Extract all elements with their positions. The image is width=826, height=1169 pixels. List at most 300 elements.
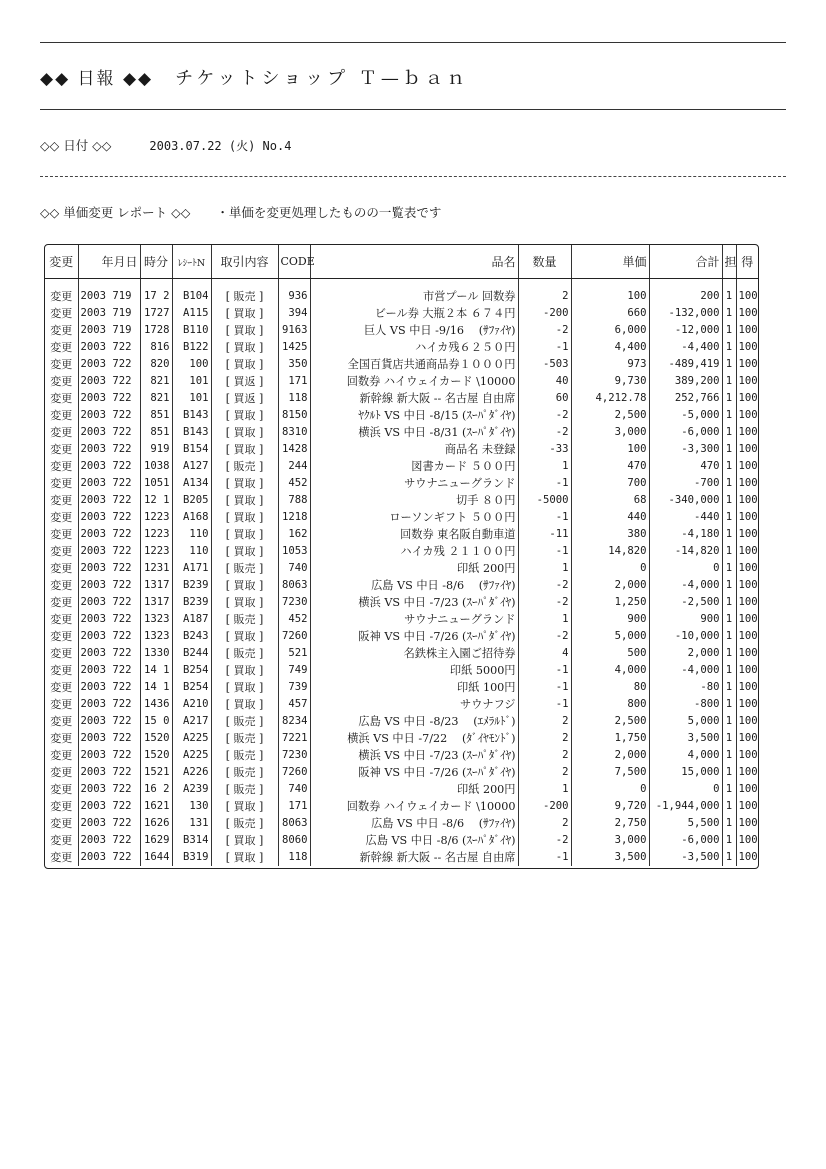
customer-cell: 100: [736, 424, 758, 441]
unit-price-cell: 3,000: [571, 424, 649, 441]
code-cell: 7260: [278, 628, 310, 645]
date-cell: 2003 722: [78, 475, 140, 492]
unit-price-cell: 1,250: [571, 594, 649, 611]
transaction-cell: [ 買取 ]: [211, 407, 278, 424]
change-flag: 変更: [50, 511, 73, 524]
item-name-cell: 切手 ８０円: [310, 492, 518, 509]
item-name-cell: ハイカ残６２５０円: [310, 339, 518, 356]
code-cell: 740: [278, 781, 310, 798]
section-line: [40, 203, 441, 221]
receipt-cell: B239: [172, 577, 211, 594]
staff-cell: 1: [722, 560, 736, 577]
transaction-cell: [ 買取 ]: [211, 305, 278, 322]
change-flag: 変更: [50, 596, 73, 609]
col-header: 合計: [649, 245, 722, 279]
transaction-cell: [ 販売 ]: [211, 279, 278, 306]
unit-price-cell: 2,000: [571, 577, 649, 594]
change-flag: 変更: [50, 460, 73, 473]
transaction-cell: [ 買返 ]: [211, 390, 278, 407]
staff-cell: 1: [722, 713, 736, 730]
total-cell: -12,000: [649, 322, 722, 339]
transaction-cell: [ 販売 ]: [211, 730, 278, 747]
quantity-cell: -33: [518, 441, 571, 458]
receipt-cell: B254: [172, 679, 211, 696]
code-cell: 452: [278, 475, 310, 492]
unit-price-cell: 660: [571, 305, 649, 322]
staff-cell: 1: [722, 279, 736, 306]
staff-cell: 1: [722, 441, 736, 458]
total-cell: 2,000: [649, 645, 722, 662]
change-flag: 変更: [50, 341, 73, 354]
table-row: [45, 279, 758, 306]
customer-cell: 100: [736, 611, 758, 628]
total-cell: -489,419: [649, 356, 722, 373]
customer-cell: 100: [736, 305, 758, 322]
unit-price-cell: 380: [571, 526, 649, 543]
receipt-cell: B143: [172, 424, 211, 441]
col-header: 単価: [571, 245, 649, 279]
staff-cell: 1: [722, 679, 736, 696]
item-name-cell: 回数券 ハイウェイカード \10000: [310, 798, 518, 815]
transaction-cell: [ 買取 ]: [211, 475, 278, 492]
time-cell: 919: [140, 441, 172, 458]
code-cell: 162: [278, 526, 310, 543]
receipt-cell: A210: [172, 696, 211, 713]
staff-cell: 1: [722, 849, 736, 866]
customer-cell: 100: [736, 492, 758, 509]
item-name-cell: 図書カード ５００円: [310, 458, 518, 475]
table-row: [45, 543, 758, 560]
col-header: 時分: [140, 245, 172, 279]
transaction-cell: [ 販売 ]: [211, 815, 278, 832]
time-cell: 1317: [140, 594, 172, 611]
time-cell: 1317: [140, 577, 172, 594]
receipt-cell: A168: [172, 509, 211, 526]
quantity-cell: -2: [518, 424, 571, 441]
total-cell: -4,000: [649, 577, 722, 594]
unit-price-cell: 2,500: [571, 407, 649, 424]
code-cell: 7221: [278, 730, 310, 747]
staff-cell: 1: [722, 577, 736, 594]
customer-cell: 100: [736, 441, 758, 458]
receipt-cell: B122: [172, 339, 211, 356]
unit-price-cell: 470: [571, 458, 649, 475]
code-cell: 1218: [278, 509, 310, 526]
quantity-cell: 60: [518, 390, 571, 407]
total-cell: -10,000: [649, 628, 722, 645]
date-cell: 2003 722: [78, 492, 140, 509]
unit-price-cell: 700: [571, 475, 649, 492]
total-cell: -4,000: [649, 662, 722, 679]
transaction-cell: [ 買取 ]: [211, 696, 278, 713]
code-cell: 749: [278, 662, 310, 679]
unit-price-cell: 440: [571, 509, 649, 526]
date-value: 2003.07.22 (火) No.4: [149, 139, 292, 153]
date-cell: 2003 722: [78, 764, 140, 781]
item-name-cell: 印紙 5000円: [310, 662, 518, 679]
transaction-cell: [ 買取 ]: [211, 849, 278, 866]
time-cell: 1330: [140, 645, 172, 662]
code-cell: 9163: [278, 322, 310, 339]
quantity-cell: -1: [518, 679, 571, 696]
item-name-cell: 広島 VS 中日 -8/6 (ｻﾌｧｲﾔ): [310, 815, 518, 832]
date-cell: 2003 722: [78, 662, 140, 679]
staff-cell: 1: [722, 611, 736, 628]
quantity-cell: -2: [518, 577, 571, 594]
staff-cell: 1: [722, 475, 736, 492]
unit-price-cell: 5,000: [571, 628, 649, 645]
item-name-cell: 広島 VS 中日 -8/6 (ｻﾌｧｲﾔ): [310, 577, 518, 594]
transaction-cell: [ 買取 ]: [211, 543, 278, 560]
customer-cell: 100: [736, 322, 758, 339]
quantity-cell: -1: [518, 662, 571, 679]
staff-cell: 1: [722, 815, 736, 832]
staff-cell: 1: [722, 747, 736, 764]
time-cell: 15 0: [140, 713, 172, 730]
table-row: [45, 322, 758, 339]
time-cell: 1231: [140, 560, 172, 577]
item-name-cell: ビール券 大瓶２本 ６７４円: [310, 305, 518, 322]
item-name-cell: 新幹線 新大阪 -- 名古屋 自由席: [310, 849, 518, 866]
item-name-cell: ハイカ残 ２１１００円: [310, 543, 518, 560]
table-row: [45, 628, 758, 645]
date-cell: 2003 722: [78, 645, 140, 662]
quantity-cell: -200: [518, 798, 571, 815]
receipt-cell: A225: [172, 730, 211, 747]
date-cell: 2003 722: [78, 356, 140, 373]
staff-cell: 1: [722, 305, 736, 322]
transaction-cell: [ 買取 ]: [211, 628, 278, 645]
receipt-cell: A226: [172, 764, 211, 781]
quantity-cell: 2: [518, 279, 571, 306]
quantity-cell: -200: [518, 305, 571, 322]
unit-price-cell: 80: [571, 679, 649, 696]
table-row: [45, 424, 758, 441]
transaction-cell: [ 買取 ]: [211, 832, 278, 849]
item-name-cell: 横浜 VS 中日 -8/31 (ｽｰﾊﾟﾀﾞｲﾔ): [310, 424, 518, 441]
time-cell: 1038: [140, 458, 172, 475]
quantity-cell: 4: [518, 645, 571, 662]
total-cell: 5,500: [649, 815, 722, 832]
total-cell: 5,000: [649, 713, 722, 730]
time-cell: 821: [140, 373, 172, 390]
transaction-cell: [ 買取 ]: [211, 441, 278, 458]
total-cell: -1,944,000: [649, 798, 722, 815]
total-cell: -440: [649, 509, 722, 526]
change-flag: 変更: [50, 817, 73, 830]
unit-price-cell: 100: [571, 441, 649, 458]
change-flag: 変更: [50, 409, 73, 422]
receipt-cell: A187: [172, 611, 211, 628]
quantity-cell: -1: [518, 849, 571, 866]
item-name-cell: 巨人 VS 中日 -9/16 (ｻﾌｧｲﾔ): [310, 322, 518, 339]
customer-cell: 100: [736, 628, 758, 645]
change-flag: 変更: [50, 715, 73, 728]
transaction-cell: [ 買取 ]: [211, 577, 278, 594]
customer-cell: 100: [736, 781, 758, 798]
code-cell: 7230: [278, 747, 310, 764]
transaction-cell: [ 買取 ]: [211, 339, 278, 356]
quantity-cell: 1: [518, 611, 571, 628]
receipt-cell: A171: [172, 560, 211, 577]
date-cell: 2003 722: [78, 611, 140, 628]
date-cell: 2003 722: [78, 526, 140, 543]
date-cell: 2003 722: [78, 373, 140, 390]
total-cell: -3,300: [649, 441, 722, 458]
total-cell: -80: [649, 679, 722, 696]
receipt-cell: A239: [172, 781, 211, 798]
time-cell: 1621: [140, 798, 172, 815]
total-cell: 3,500: [649, 730, 722, 747]
title-prefix: ◆◆ 日報 ◆◆: [40, 69, 154, 89]
col-header: 取引内容: [211, 245, 278, 279]
col-header: 数量: [518, 245, 571, 279]
quantity-cell: -2: [518, 322, 571, 339]
receipt-cell: A115: [172, 305, 211, 322]
transaction-cell: [ 販売 ]: [211, 781, 278, 798]
transaction-cell: [ 販売 ]: [211, 645, 278, 662]
receipt-cell: B104: [172, 279, 211, 306]
transaction-cell: [ 買取 ]: [211, 594, 278, 611]
code-cell: 1428: [278, 441, 310, 458]
item-name-cell: 商品名 未登録: [310, 441, 518, 458]
code-cell: 118: [278, 849, 310, 866]
customer-cell: 100: [736, 764, 758, 781]
time-cell: 1436: [140, 696, 172, 713]
date-cell: 2003 722: [78, 441, 140, 458]
date-cell: 2003 722: [78, 798, 140, 815]
unit-price-cell: 3,500: [571, 849, 649, 866]
staff-cell: 1: [722, 492, 736, 509]
total-cell: -132,000: [649, 305, 722, 322]
receipt-cell: B205: [172, 492, 211, 509]
code-cell: 350: [278, 356, 310, 373]
change-flag: 変更: [50, 749, 73, 762]
date-cell: 2003 722: [78, 628, 140, 645]
staff-cell: 1: [722, 628, 736, 645]
staff-cell: 1: [722, 662, 736, 679]
code-cell: 8063: [278, 577, 310, 594]
report-title: [40, 64, 469, 90]
item-name-cell: 印紙 200円: [310, 781, 518, 798]
change-flag: 変更: [50, 562, 73, 575]
quantity-cell: -2: [518, 832, 571, 849]
table-row: [45, 458, 758, 475]
quantity-cell: -503: [518, 356, 571, 373]
quantity-cell: 2: [518, 747, 571, 764]
quantity-cell: -1: [518, 475, 571, 492]
item-name-cell: サウナニューグランド: [310, 475, 518, 492]
customer-cell: 100: [736, 849, 758, 866]
item-name-cell: 阪神 VS 中日 -7/26 (ｽｰﾊﾟﾀﾞｲﾔ): [310, 764, 518, 781]
total-cell: 0: [649, 560, 722, 577]
change-flag: 変更: [50, 630, 73, 643]
table-row: [45, 747, 758, 764]
date-cell: 2003 722: [78, 458, 140, 475]
table-row: [45, 815, 758, 832]
quantity-cell: -1: [518, 339, 571, 356]
transaction-cell: [ 販売 ]: [211, 713, 278, 730]
quantity-cell: -5000: [518, 492, 571, 509]
customer-cell: 100: [736, 356, 758, 373]
receipt-cell: B319: [172, 849, 211, 866]
code-cell: 394: [278, 305, 310, 322]
quantity-cell: -1: [518, 543, 571, 560]
item-name-cell: 横浜 VS 中日 -7/23 (ｽｰﾊﾟﾀﾞｲﾔ): [310, 594, 518, 611]
transaction-cell: [ 買取 ]: [211, 322, 278, 339]
time-cell: 1520: [140, 747, 172, 764]
table-row: [45, 577, 758, 594]
transaction-cell: [ 買取 ]: [211, 424, 278, 441]
receipt-cell: 100: [172, 356, 211, 373]
time-cell: 12 1: [140, 492, 172, 509]
unit-price-cell: 900: [571, 611, 649, 628]
total-cell: -700: [649, 475, 722, 492]
col-header: ﾚｼｰﾄN: [172, 245, 211, 279]
unit-price-cell: 9,730: [571, 373, 649, 390]
customer-cell: 100: [736, 373, 758, 390]
time-cell: 816: [140, 339, 172, 356]
change-flag: 変更: [50, 307, 73, 320]
staff-cell: 1: [722, 696, 736, 713]
time-cell: 821: [140, 390, 172, 407]
staff-cell: 1: [722, 543, 736, 560]
unit-price-cell: 973: [571, 356, 649, 373]
item-name-cell: サウナフジ: [310, 696, 518, 713]
transaction-cell: [ 販売 ]: [211, 747, 278, 764]
code-cell: 1053: [278, 543, 310, 560]
staff-cell: 1: [722, 424, 736, 441]
quantity-cell: 2: [518, 764, 571, 781]
code-cell: 7260: [278, 764, 310, 781]
item-name-cell: 名鉄株主入園ご招待券: [310, 645, 518, 662]
time-cell: 1728: [140, 322, 172, 339]
unit-price-cell: 2,750: [571, 815, 649, 832]
code-cell: 457: [278, 696, 310, 713]
table-row: [45, 679, 758, 696]
date-cell: 2003 722: [78, 577, 140, 594]
total-cell: -6,000: [649, 424, 722, 441]
total-cell: 252,766: [649, 390, 722, 407]
transaction-cell: [ 買取 ]: [211, 492, 278, 509]
transaction-cell: [ 買取 ]: [211, 509, 278, 526]
table-row: [45, 560, 758, 577]
code-cell: 936: [278, 279, 310, 306]
top-rule: [40, 42, 786, 43]
time-cell: 1323: [140, 611, 172, 628]
col-header: CODE: [278, 245, 310, 279]
date-cell: 2003 719: [78, 279, 140, 306]
change-flag: 変更: [50, 375, 73, 388]
transaction-cell: [ 販売 ]: [211, 764, 278, 781]
time-cell: 17 2: [140, 279, 172, 306]
date-cell: 2003 722: [78, 594, 140, 611]
receipt-cell: B143: [172, 407, 211, 424]
customer-cell: 100: [736, 798, 758, 815]
table-row: [45, 781, 758, 798]
change-flag: 変更: [50, 545, 73, 558]
table-row: [45, 407, 758, 424]
change-flag: 変更: [50, 766, 73, 779]
item-name-cell: 新幹線 新大阪 -- 名古屋 自由席: [310, 390, 518, 407]
code-cell: 788: [278, 492, 310, 509]
unit-price-cell: 4,400: [571, 339, 649, 356]
unit-price-cell: 9,720: [571, 798, 649, 815]
receipt-cell: 110: [172, 543, 211, 560]
receipt-cell: 101: [172, 390, 211, 407]
receipt-cell: B239: [172, 594, 211, 611]
receipt-cell: B244: [172, 645, 211, 662]
change-flag: 変更: [50, 579, 73, 592]
total-cell: -4,400: [649, 339, 722, 356]
change-flag: 変更: [50, 477, 73, 490]
staff-cell: 1: [722, 781, 736, 798]
date-cell: 2003 722: [78, 832, 140, 849]
date-cell: 2003 722: [78, 509, 140, 526]
item-name-cell: 阪神 VS 中日 -7/26 (ｽｰﾊﾟﾀﾞｲﾔ): [310, 628, 518, 645]
change-flag: 変更: [50, 494, 73, 507]
transaction-cell: [ 買取 ]: [211, 798, 278, 815]
code-cell: 8063: [278, 815, 310, 832]
item-name-cell: 広島 VS 中日 -8/23 (ｴﾒﾗﾙﾄﾞ): [310, 713, 518, 730]
table-row: [45, 373, 758, 390]
time-cell: 851: [140, 424, 172, 441]
unit-price-cell: 14,820: [571, 543, 649, 560]
receipt-cell: B314: [172, 832, 211, 849]
table-row: [45, 356, 758, 373]
item-name-cell: サウナニューグランド: [310, 611, 518, 628]
code-cell: 244: [278, 458, 310, 475]
staff-cell: 1: [722, 373, 736, 390]
date-cell: 2003 722: [78, 560, 140, 577]
customer-cell: 100: [736, 679, 758, 696]
table-row: [45, 390, 758, 407]
section-label: ◇◇ 単価変更 レポート ◇◇: [40, 205, 191, 220]
customer-cell: 100: [736, 509, 758, 526]
change-flag: 変更: [50, 613, 73, 626]
transaction-cell: [ 買取 ]: [211, 662, 278, 679]
item-name-cell: 広島 VS 中日 -8/6 (ｽｰﾊﾟﾀﾞｲﾔ): [310, 832, 518, 849]
date-cell: 2003 722: [78, 849, 140, 866]
change-flag: 変更: [50, 647, 73, 660]
receipt-cell: A127: [172, 458, 211, 475]
customer-cell: 100: [736, 407, 758, 424]
unit-price-cell: 68: [571, 492, 649, 509]
col-header: 年月日: [78, 245, 140, 279]
table-row: [45, 798, 758, 815]
quantity-cell: 2: [518, 730, 571, 747]
total-cell: 389,200: [649, 373, 722, 390]
time-cell: 1626: [140, 815, 172, 832]
table-row: [45, 645, 758, 662]
customer-cell: 100: [736, 458, 758, 475]
item-name-cell: 全国百貨店共通商品券１０００円: [310, 356, 518, 373]
quantity-cell: -11: [518, 526, 571, 543]
company-name: チケットショップ Ｔ—ｂａｎ: [175, 68, 469, 89]
staff-cell: 1: [722, 339, 736, 356]
change-flag: 変更: [50, 426, 73, 439]
staff-cell: 1: [722, 645, 736, 662]
item-name-cell: 回数券 ハイウェイカード \10000: [310, 373, 518, 390]
date-cell: 2003 722: [78, 390, 140, 407]
time-cell: 1644: [140, 849, 172, 866]
col-header: 変更: [45, 245, 78, 279]
change-flag: 変更: [50, 851, 73, 864]
change-flag: 変更: [50, 528, 73, 541]
customer-cell: 100: [736, 475, 758, 492]
code-cell: 171: [278, 798, 310, 815]
table-row: [45, 594, 758, 611]
